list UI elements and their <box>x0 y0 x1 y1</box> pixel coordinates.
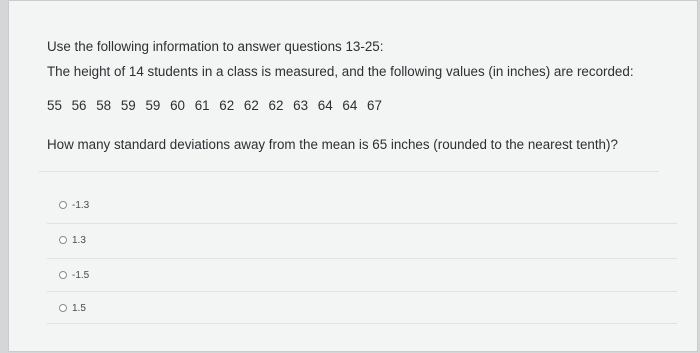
answer-option-label: -1.5 <box>72 269 90 281</box>
answer-option-2[interactable] <box>59 232 86 248</box>
question-intro: Use the following information to answer questions 13-25: <box>47 39 384 54</box>
radio-button-icon[interactable] <box>59 271 67 279</box>
data-values: 55 56 58 59 59 60 61 62 62 62 63 64 64 67 <box>47 98 382 113</box>
answer-option-label: 1.3 <box>72 234 86 246</box>
question-prompt: How many standard deviations away from the mean is 65 inches (rounded to the nearest tenth)? <box>47 137 618 152</box>
answer-option-label: 1.5 <box>72 302 86 314</box>
answer-option-4[interactable] <box>59 300 86 316</box>
option-separator <box>47 323 677 324</box>
radio-button-icon[interactable] <box>59 304 67 312</box>
question-card <box>8 0 698 352</box>
answer-option-label: -1.3 <box>72 199 90 211</box>
option-separator <box>47 223 677 224</box>
question-context: The height of 14 students in a class is measured, and the following values (in inches) are recorded: <box>47 64 634 79</box>
radio-button-icon[interactable] <box>59 201 67 209</box>
answer-option-1[interactable] <box>59 197 89 213</box>
option-separator <box>47 258 677 259</box>
answer-option-3[interactable] <box>59 267 89 283</box>
radio-button-icon[interactable] <box>59 236 67 244</box>
divider <box>39 171 659 172</box>
option-separator <box>47 291 677 292</box>
